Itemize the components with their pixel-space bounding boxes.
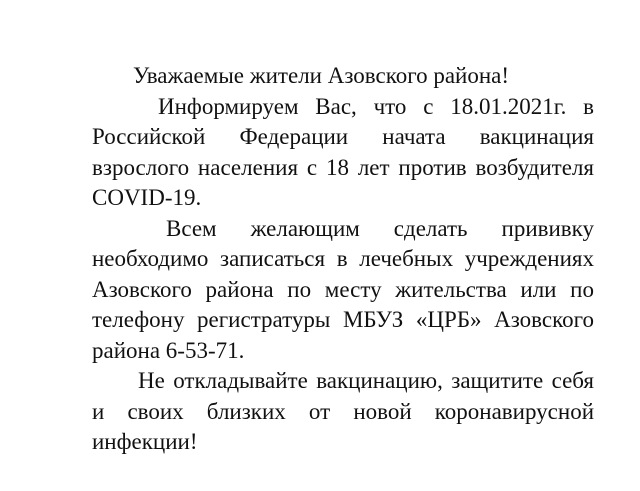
notice-paragraph-vaccination-start: Информируем Вас, что с 18.01.2021г. в Российской Федерации начата вакцинация взрослого населения с 18 лет против возбудителя COVID-19.: [92, 93, 594, 210]
greeting-heading: Уважаемые жители Азовского района!: [133, 63, 510, 88]
notice-paragraph-appeal: Не откладывайте вакцинацию, защитите себя и своих близких от новой коронавирусной инфекции!: [92, 368, 594, 454]
vaccination-notice: [92, 61, 594, 458]
registration-intro: Всем желающим сделать прививку: [166, 215, 594, 241]
notice-paragraph-registration: [92, 214, 594, 367]
registration-details: необходимо записаться в лечебных учреждениях Азовского района по месту жительства или по телефону регистратуры МБУЗ «ЦРБ» Азовского района 6-53-71.: [92, 246, 594, 363]
